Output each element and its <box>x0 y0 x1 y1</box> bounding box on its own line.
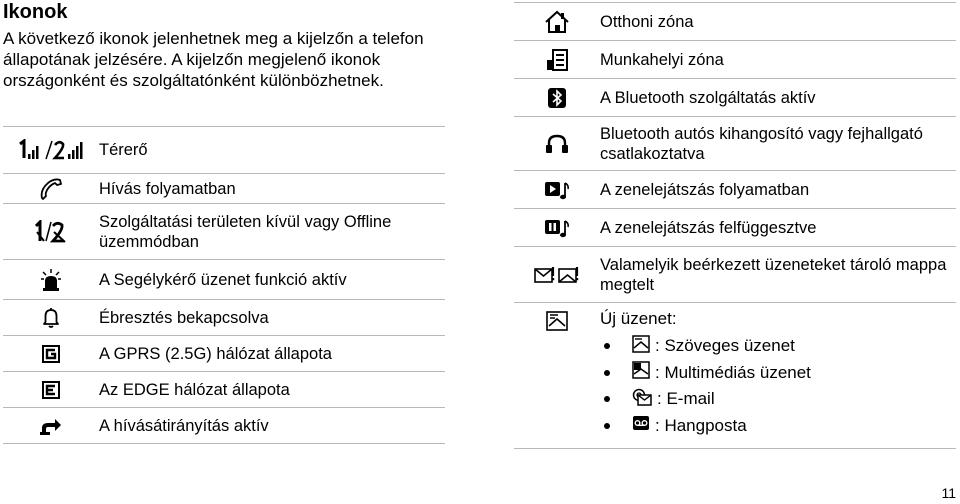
table-row <box>3 336 445 372</box>
list-item-label: : Multimédiás üzenet <box>655 362 811 382</box>
list-item-label: : Szöveges üzenet <box>655 336 795 356</box>
row-text: Ébresztés bekapcsolva <box>99 308 269 327</box>
bullet <box>604 370 610 376</box>
no-service-icon <box>3 220 99 244</box>
table-row <box>514 247 956 303</box>
sos-alarm-icon <box>3 268 99 292</box>
list-item <box>600 386 811 413</box>
inbox-full-icon <box>514 265 600 285</box>
intro-paragraph: A következő ikonok jelenhetnek meg a kijelzőn a telefon állapotának jelzésére. A kijelzőn megjelenő ikonok országonként és szolgáltatónként különbözhetnek. <box>3 29 424 90</box>
table-row <box>3 174 445 204</box>
row-text: Otthoni zóna <box>600 12 694 31</box>
list-item <box>600 360 811 387</box>
table-row <box>3 204 445 260</box>
home-zone-icon <box>514 10 600 34</box>
row-text: A Segélykérő üzenet funkció aktív <box>99 270 347 289</box>
table-row <box>514 41 956 79</box>
message-type-list <box>600 333 811 439</box>
gprs-icon <box>3 344 99 364</box>
row-text: A zenelejátszás felfüggesztve <box>600 218 817 237</box>
row-text: A zenelejátszás folyamatban <box>600 180 810 199</box>
table-row <box>3 300 445 336</box>
table-row <box>3 408 445 444</box>
bluetooth-icon <box>514 87 600 109</box>
table-row <box>3 127 445 174</box>
table-row <box>514 79 956 117</box>
alarm-bell-icon <box>3 307 99 329</box>
table-row <box>514 209 956 247</box>
headset-icon <box>514 133 600 155</box>
mms-message-icon <box>632 361 650 384</box>
row-text: Munkahelyi zóna <box>600 50 724 69</box>
table-row <box>514 171 956 209</box>
call-in-progress-icon <box>3 178 99 200</box>
music-pause-icon <box>514 217 600 239</box>
row-text: A GPRS (2.5G) hálózat állapota <box>99 344 332 363</box>
signal-strength-icon <box>3 139 99 161</box>
row-text: Az EDGE hálózat állapota <box>99 380 290 399</box>
bullet <box>604 396 610 402</box>
row-text: Szolgáltatási területen kívül vagy Offline üzemmódban <box>99 212 392 251</box>
table-row <box>514 117 956 171</box>
list-item-label: : E-mail <box>657 389 715 409</box>
left-icon-table <box>3 126 445 444</box>
email-icon <box>632 388 652 411</box>
new-message-icon <box>514 309 600 331</box>
table-row <box>3 372 445 408</box>
call-divert-icon <box>3 416 99 436</box>
music-play-icon <box>514 179 600 201</box>
table-row <box>3 260 445 300</box>
text-message-icon <box>632 335 650 358</box>
row-text: Bluetooth autós kihangosító vagy fejhallgató csatlakoztatva <box>600 124 923 163</box>
voicemail-icon <box>632 415 650 436</box>
office-zone-icon <box>514 48 600 72</box>
table-row <box>514 3 956 41</box>
page-number: 11 <box>941 485 956 501</box>
edge-icon <box>3 380 99 400</box>
new-message-label: Új üzenet: <box>600 309 677 328</box>
list-item-label: : Hangposta <box>655 415 747 435</box>
row-text: A Bluetooth szolgáltatás aktív <box>600 88 816 107</box>
list-item <box>600 413 811 440</box>
list-item <box>600 333 811 360</box>
page-title: Ikonok <box>3 1 68 23</box>
bullet <box>604 423 610 429</box>
row-text: Hívás folyamatban <box>99 179 236 198</box>
row-text: Térerő <box>99 141 148 159</box>
bullet <box>604 343 610 349</box>
right-icon-table <box>514 2 956 449</box>
row-text: A hívásátirányítás aktív <box>99 416 269 435</box>
new-message-cell <box>600 309 811 439</box>
row-text: Valamelyik beérkezett üzeneteket tároló mappa megtelt <box>600 255 947 294</box>
table-row <box>514 303 956 449</box>
